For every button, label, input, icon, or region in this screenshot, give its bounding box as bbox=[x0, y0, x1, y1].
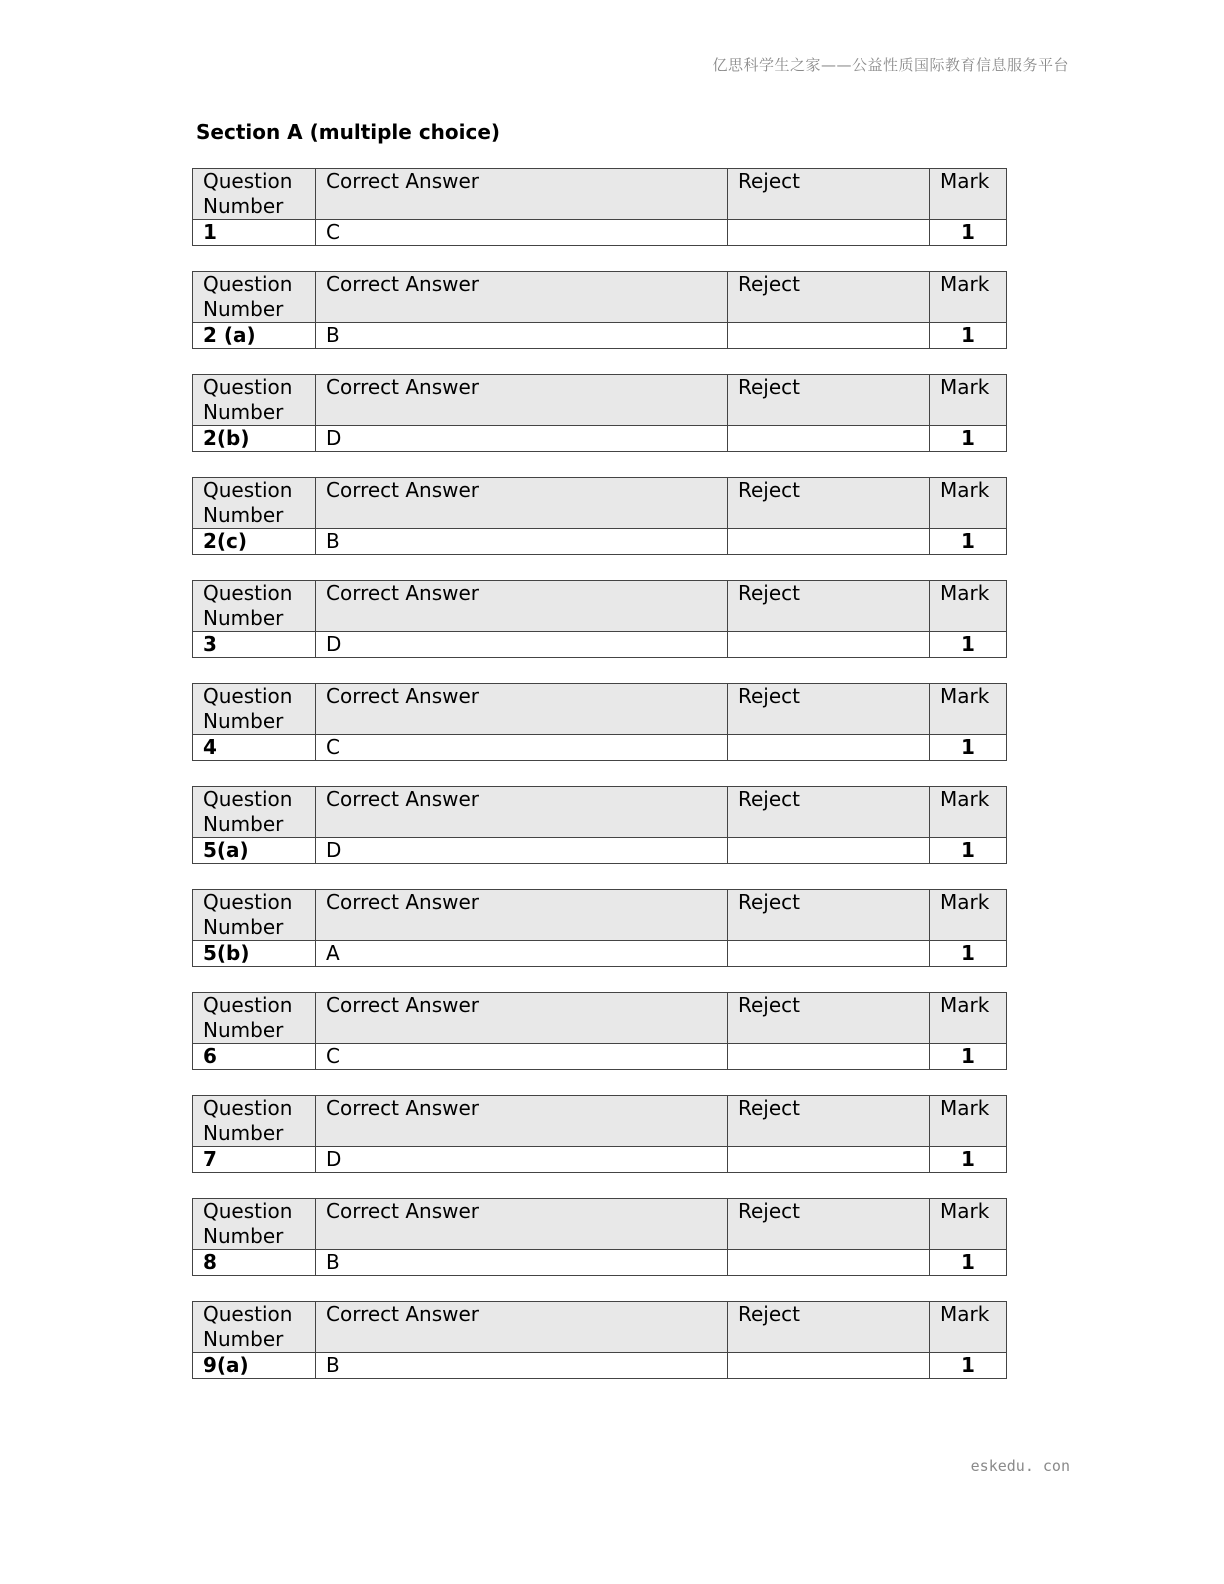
table-header-row bbox=[193, 169, 1007, 220]
header-correct-answer: Correct Answer bbox=[316, 1199, 728, 1250]
table-row bbox=[193, 1353, 1007, 1379]
mark-value: 1 bbox=[930, 220, 1007, 246]
header-reject: Reject bbox=[728, 684, 930, 735]
header-mark: Mark bbox=[930, 375, 1007, 426]
header-correct-answer: Correct Answer bbox=[316, 272, 728, 323]
correct-answer: A bbox=[316, 941, 728, 967]
question-number: 2 (a) bbox=[193, 323, 316, 349]
footer-watermark: eskedu. con bbox=[970, 1457, 1070, 1475]
header-mark: Mark bbox=[930, 169, 1007, 220]
header-question-number: Question Number bbox=[193, 1199, 316, 1250]
header-mark: Mark bbox=[930, 1199, 1007, 1250]
table-row bbox=[193, 1044, 1007, 1070]
header-reject: Reject bbox=[728, 478, 930, 529]
table-header-row bbox=[193, 272, 1007, 323]
header-mark: Mark bbox=[930, 478, 1007, 529]
correct-answer: C bbox=[316, 1044, 728, 1070]
header-question-number: Question Number bbox=[193, 1096, 316, 1147]
mark-scheme-table bbox=[192, 1198, 1007, 1276]
correct-answer: C bbox=[316, 735, 728, 761]
header-reject: Reject bbox=[728, 1302, 930, 1353]
reject-value bbox=[728, 1044, 930, 1070]
header-reject: Reject bbox=[728, 1096, 930, 1147]
header-question-number: Question Number bbox=[193, 169, 316, 220]
question-number: 2(b) bbox=[193, 426, 316, 452]
header-reject: Reject bbox=[728, 375, 930, 426]
header-watermark: 亿思科学生之家——公益性质国际教育信息服务平台 bbox=[712, 56, 1069, 74]
reject-value bbox=[728, 1147, 930, 1173]
question-number: 3 bbox=[193, 632, 316, 658]
header-question-number: Question Number bbox=[193, 993, 316, 1044]
header-question-number: Question Number bbox=[193, 787, 316, 838]
correct-answer: D bbox=[316, 1147, 728, 1173]
header-mark: Mark bbox=[930, 581, 1007, 632]
mark-value: 1 bbox=[930, 1044, 1007, 1070]
mark-value: 1 bbox=[930, 941, 1007, 967]
question-number: 2(c) bbox=[193, 529, 316, 555]
mark-value: 1 bbox=[930, 632, 1007, 658]
header-mark: Mark bbox=[930, 272, 1007, 323]
reject-value bbox=[728, 941, 930, 967]
header-correct-answer: Correct Answer bbox=[316, 375, 728, 426]
header-reject: Reject bbox=[728, 581, 930, 632]
header-question-number: Question Number bbox=[193, 684, 316, 735]
mark-value: 1 bbox=[930, 529, 1007, 555]
header-correct-answer: Correct Answer bbox=[316, 1302, 728, 1353]
mark-scheme-table bbox=[192, 889, 1007, 967]
mark-scheme-table bbox=[192, 580, 1007, 658]
table-row bbox=[193, 426, 1007, 452]
header-question-number: Question Number bbox=[193, 1302, 316, 1353]
header-mark: Mark bbox=[930, 890, 1007, 941]
mark-value: 1 bbox=[930, 1147, 1007, 1173]
table-row bbox=[193, 735, 1007, 761]
correct-answer: B bbox=[316, 1250, 728, 1276]
mark-value: 1 bbox=[930, 1353, 1007, 1379]
header-mark: Mark bbox=[930, 684, 1007, 735]
reject-value bbox=[728, 838, 930, 864]
header-correct-answer: Correct Answer bbox=[316, 684, 728, 735]
table-header-row bbox=[193, 1199, 1007, 1250]
question-number: 9(a) bbox=[193, 1353, 316, 1379]
table-header-row bbox=[193, 375, 1007, 426]
reject-value bbox=[728, 735, 930, 761]
header-mark: Mark bbox=[930, 787, 1007, 838]
table-header-row bbox=[193, 1096, 1007, 1147]
table-header-row bbox=[193, 890, 1007, 941]
table-row bbox=[193, 838, 1007, 864]
header-reject: Reject bbox=[728, 890, 930, 941]
table-header-row bbox=[193, 1302, 1007, 1353]
section-title: Section A (multiple choice) bbox=[196, 120, 501, 144]
correct-answer: D bbox=[316, 632, 728, 658]
question-number: 5(b) bbox=[193, 941, 316, 967]
table-header-row bbox=[193, 581, 1007, 632]
correct-answer: B bbox=[316, 1353, 728, 1379]
table-header-row bbox=[193, 684, 1007, 735]
correct-answer: D bbox=[316, 838, 728, 864]
table-row bbox=[193, 1147, 1007, 1173]
mark-value: 1 bbox=[930, 735, 1007, 761]
table-row bbox=[193, 323, 1007, 349]
question-number: 1 bbox=[193, 220, 316, 246]
correct-answer: C bbox=[316, 220, 728, 246]
mark-scheme-table bbox=[192, 683, 1007, 761]
header-correct-answer: Correct Answer bbox=[316, 787, 728, 838]
table-header-row bbox=[193, 993, 1007, 1044]
question-number: 7 bbox=[193, 1147, 316, 1173]
mark-value: 1 bbox=[930, 1250, 1007, 1276]
correct-answer: B bbox=[316, 323, 728, 349]
header-question-number: Question Number bbox=[193, 272, 316, 323]
mark-scheme-table bbox=[192, 168, 1007, 246]
header-mark: Mark bbox=[930, 1302, 1007, 1353]
header-reject: Reject bbox=[728, 169, 930, 220]
table-row bbox=[193, 632, 1007, 658]
header-correct-answer: Correct Answer bbox=[316, 478, 728, 529]
mark-scheme-list bbox=[192, 168, 1007, 1404]
header-mark: Mark bbox=[930, 1096, 1007, 1147]
header-question-number: Question Number bbox=[193, 375, 316, 426]
table-row bbox=[193, 1250, 1007, 1276]
header-correct-answer: Correct Answer bbox=[316, 581, 728, 632]
header-reject: Reject bbox=[728, 1199, 930, 1250]
header-correct-answer: Correct Answer bbox=[316, 890, 728, 941]
header-question-number: Question Number bbox=[193, 478, 316, 529]
header-question-number: Question Number bbox=[193, 581, 316, 632]
header-reject: Reject bbox=[728, 993, 930, 1044]
table-header-row bbox=[193, 787, 1007, 838]
header-correct-answer: Correct Answer bbox=[316, 1096, 728, 1147]
header-question-number: Question Number bbox=[193, 890, 316, 941]
reject-value bbox=[728, 1353, 930, 1379]
header-correct-answer: Correct Answer bbox=[316, 993, 728, 1044]
reject-value bbox=[728, 220, 930, 246]
header-reject: Reject bbox=[728, 272, 930, 323]
reject-value bbox=[728, 529, 930, 555]
table-header-row bbox=[193, 478, 1007, 529]
reject-value bbox=[728, 632, 930, 658]
mark-scheme-table bbox=[192, 992, 1007, 1070]
mark-scheme-table bbox=[192, 786, 1007, 864]
header-mark: Mark bbox=[930, 993, 1007, 1044]
header-reject: Reject bbox=[728, 787, 930, 838]
mark-value: 1 bbox=[930, 838, 1007, 864]
correct-answer: D bbox=[316, 426, 728, 452]
mark-scheme-table bbox=[192, 1301, 1007, 1379]
mark-scheme-table bbox=[192, 477, 1007, 555]
mark-scheme-table bbox=[192, 271, 1007, 349]
reject-value bbox=[728, 1250, 930, 1276]
correct-answer: B bbox=[316, 529, 728, 555]
table-row bbox=[193, 220, 1007, 246]
reject-value bbox=[728, 323, 930, 349]
mark-value: 1 bbox=[930, 323, 1007, 349]
table-row bbox=[193, 941, 1007, 967]
question-number: 6 bbox=[193, 1044, 316, 1070]
mark-scheme-table bbox=[192, 374, 1007, 452]
mark-scheme-table bbox=[192, 1095, 1007, 1173]
table-row bbox=[193, 529, 1007, 555]
question-number: 4 bbox=[193, 735, 316, 761]
mark-value: 1 bbox=[930, 426, 1007, 452]
reject-value bbox=[728, 426, 930, 452]
question-number: 8 bbox=[193, 1250, 316, 1276]
question-number: 5(a) bbox=[193, 838, 316, 864]
header-correct-answer: Correct Answer bbox=[316, 169, 728, 220]
